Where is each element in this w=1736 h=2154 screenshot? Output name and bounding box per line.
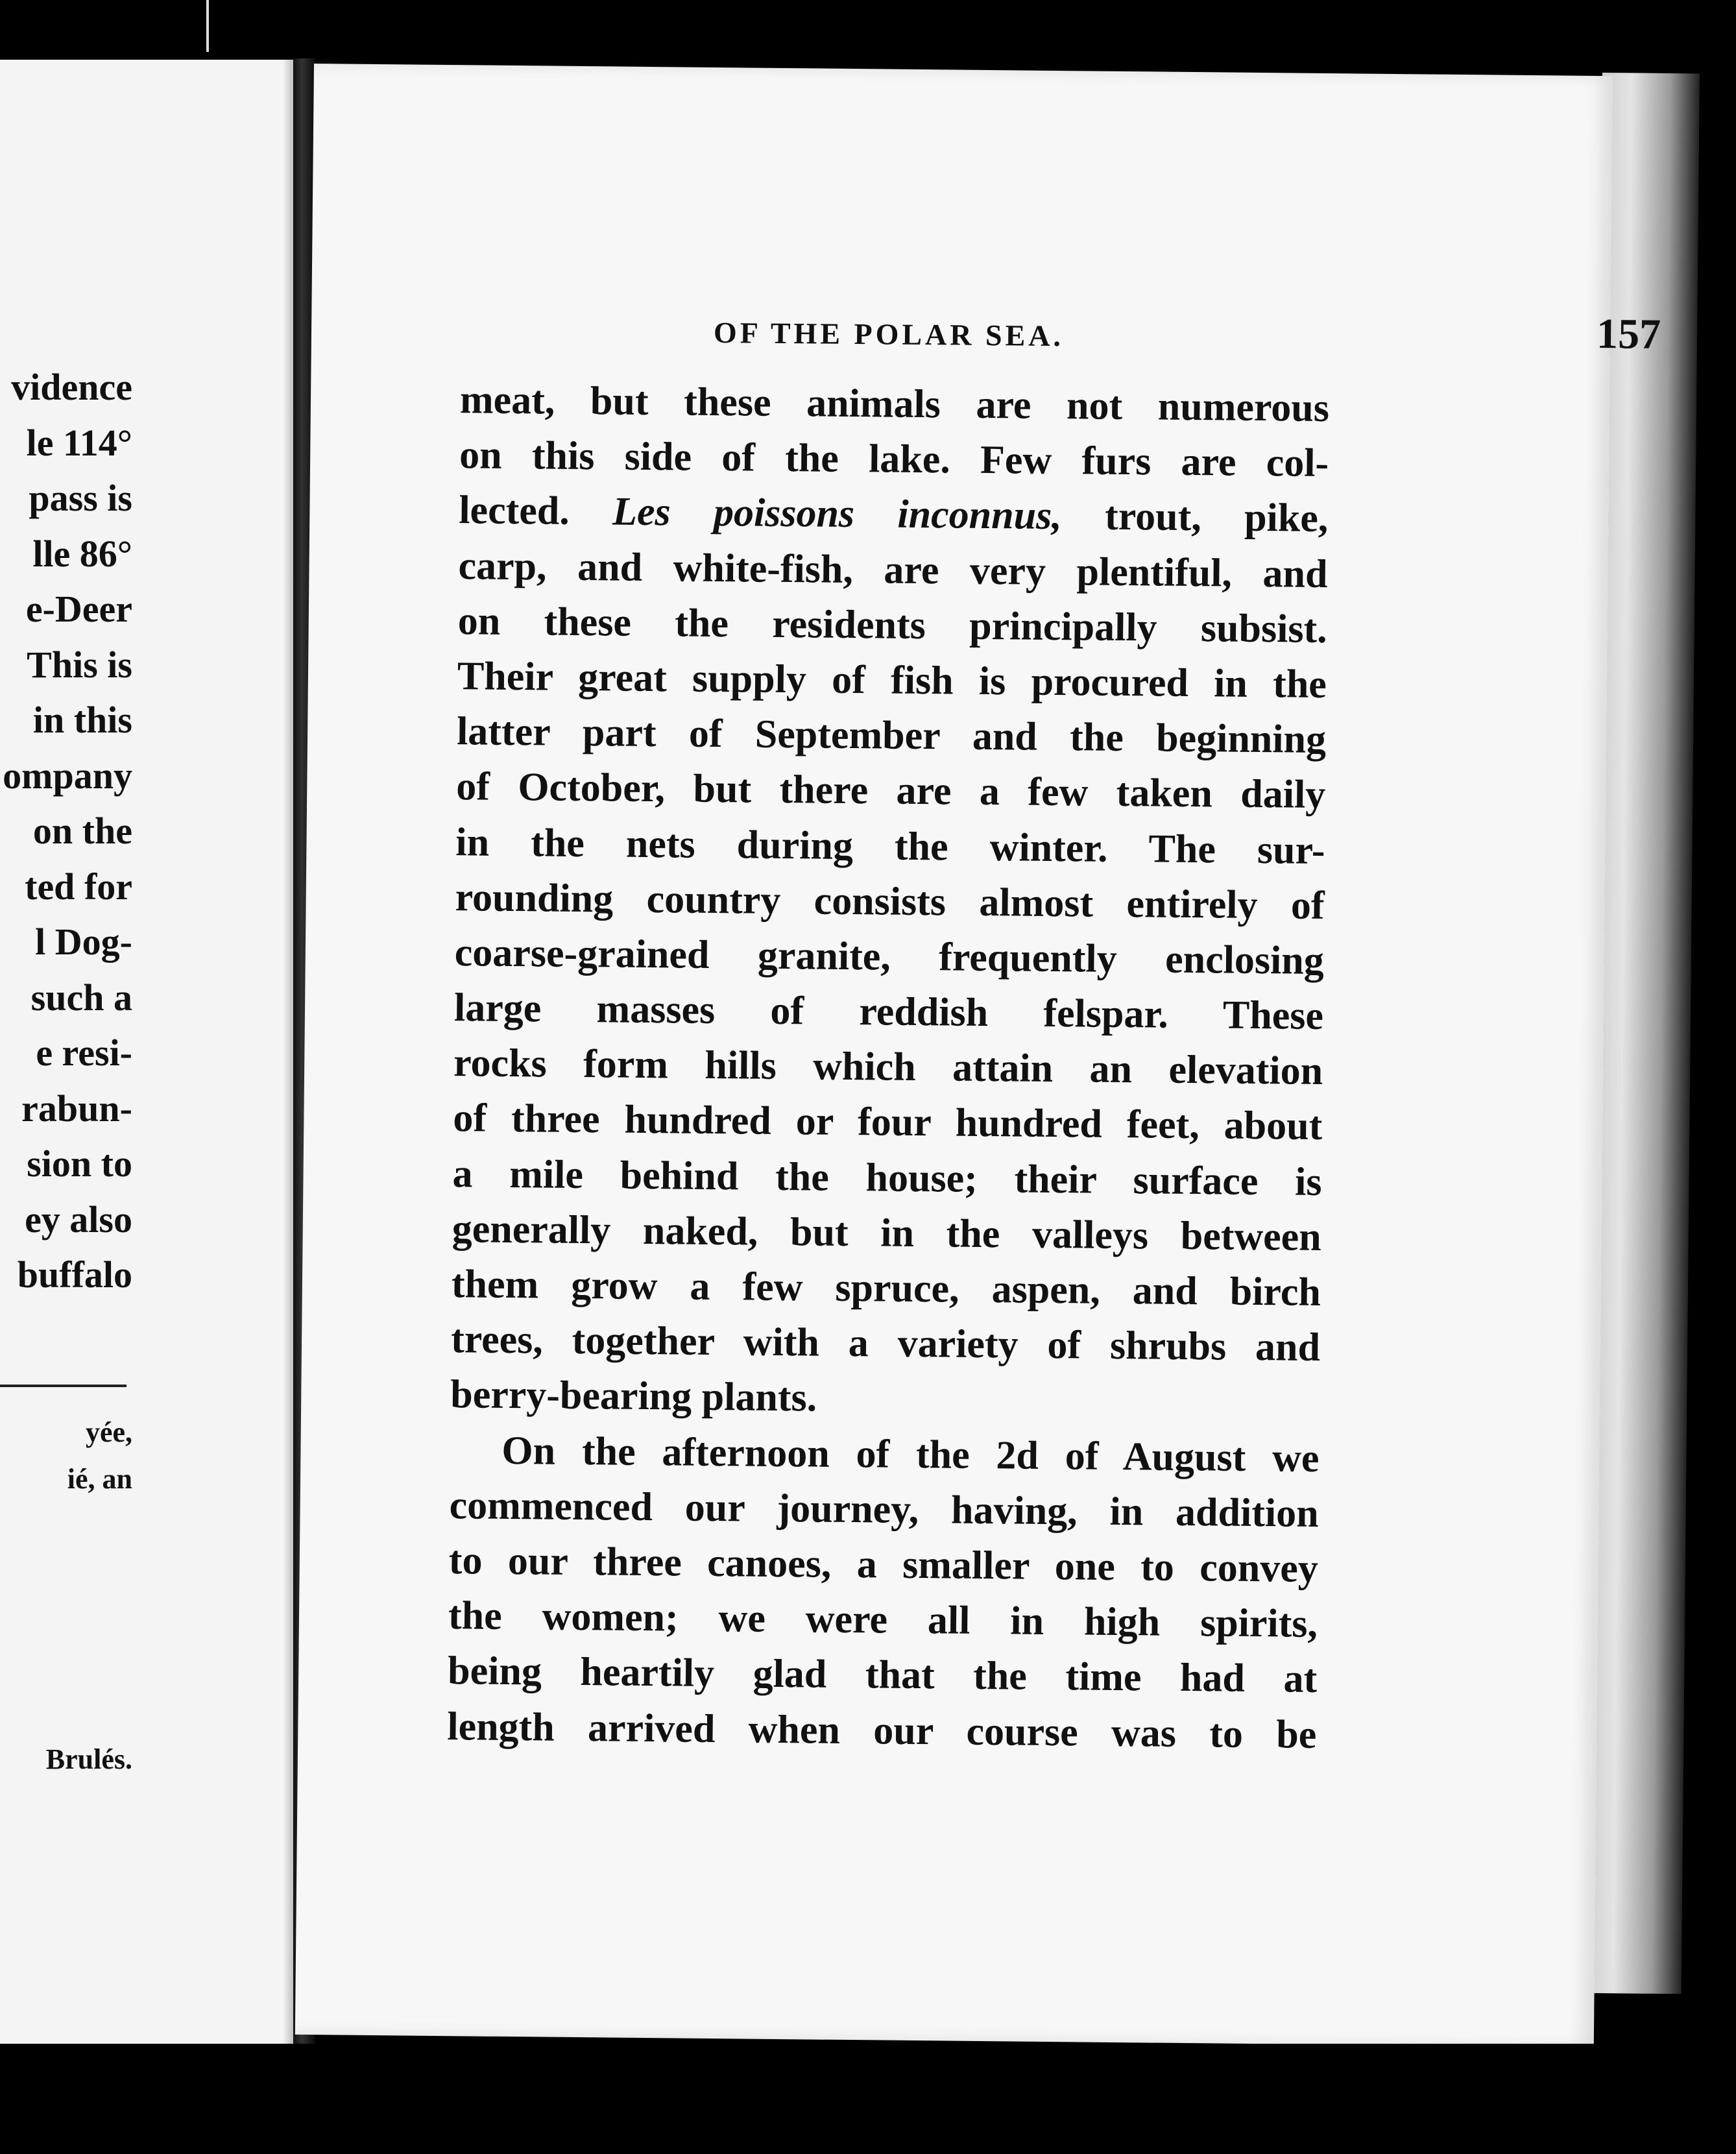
text-line: commenced our journey, having, in addition — [449, 1482, 1319, 1536]
text-line: trees, together with a variety of shrubs and — [450, 1317, 1321, 1370]
page-number: 157 — [1596, 309, 1661, 358]
previous-page — [0, 60, 300, 2045]
body-text — [447, 372, 1329, 1762]
previous-line: lle 86° — [32, 532, 132, 575]
previous-line: pass is — [29, 477, 132, 519]
previous-line: buffalo — [17, 1253, 132, 1296]
text-line: On the afternoon of the 2d of August we — [501, 1428, 1320, 1481]
text-line: the women; we were all in high spirits, — [448, 1593, 1318, 1647]
running-title: OF THE POLAR SEA. — [713, 315, 1065, 353]
footnote-line: ié, an — [67, 1463, 132, 1495]
text-line: meat, but these animals are not numerous — [459, 378, 1330, 431]
previous-line: l Dog- — [35, 921, 132, 963]
footnote-line: yée, — [85, 1416, 132, 1448]
previous-line: in this — [32, 699, 132, 741]
text-fragment: lected. — [459, 488, 570, 534]
text-fragment: trout, pike, — [1104, 494, 1329, 541]
previous-line: rabun- — [21, 1087, 132, 1130]
previous-line: e-Deer — [25, 588, 132, 630]
text-line: them grow a few spruce, aspen, and birch — [451, 1262, 1321, 1314]
scan-artifact — [206, 0, 209, 52]
footnote-rule — [0, 1385, 127, 1387]
text-line: on these the residents principally subsist. — [457, 598, 1328, 651]
previous-line: ey also — [25, 1198, 132, 1240]
previous-line: le 114° — [26, 421, 132, 464]
text-line: in the nets during the winter. The sur- — [455, 819, 1325, 873]
text-line: rocks form hills which attain an elevation — [453, 1041, 1323, 1094]
scan-border — [0, 2044, 1736, 2154]
text-line: Their great supply of fish is procured in the — [457, 654, 1327, 707]
text-line: large masses of reddish felspar. These — [453, 986, 1324, 1039]
italic-phrase: Les poissons inconnus, — [612, 489, 1063, 538]
text-line: latter part of September and the beginning — [456, 709, 1327, 762]
previous-line: on the — [32, 810, 132, 852]
text-line: of October, but there are a few taken daily — [455, 764, 1326, 817]
previous-line: ompany — [3, 754, 132, 797]
book-page — [295, 64, 1661, 2047]
text-line: coarse-grained granite, frequently enclosing — [454, 930, 1325, 983]
previous-line: sion to — [27, 1143, 132, 1185]
text-line: a mile behind the house; their surface is — [452, 1151, 1322, 1204]
text-line: being heartily glad that the time had at — [447, 1649, 1318, 1702]
previous-line: ted for — [25, 865, 132, 908]
running-head — [714, 301, 1661, 369]
text-line: carp, and white-fish, are very plentiful, and — [458, 543, 1328, 596]
previous-line: vidence — [11, 366, 132, 408]
text-line: generally naked, but in the valleys between — [452, 1206, 1322, 1259]
previous-line: This is — [27, 643, 132, 686]
footnote-line: Brulés. — [45, 1743, 132, 1775]
previous-line: e resi- — [36, 1032, 132, 1074]
previous-page-text — [0, 359, 132, 1303]
text-line: rounding country consists almost entirely of — [455, 875, 1325, 928]
text-line: of three hundred or four hundred feet, about — [453, 1096, 1323, 1149]
text-line: berry-bearing plants. — [450, 1372, 817, 1420]
text-line: to our three canoes, a smaller one to convey — [448, 1538, 1319, 1591]
text-line: on this side of the lake. Few furs are col- — [459, 433, 1329, 486]
previous-line: such a — [30, 976, 132, 1019]
text-line-mixed — [459, 483, 1329, 547]
text-line: length arrived when our course was to be — [447, 1704, 1317, 1757]
previous-page-footnotes — [0, 1409, 132, 1783]
